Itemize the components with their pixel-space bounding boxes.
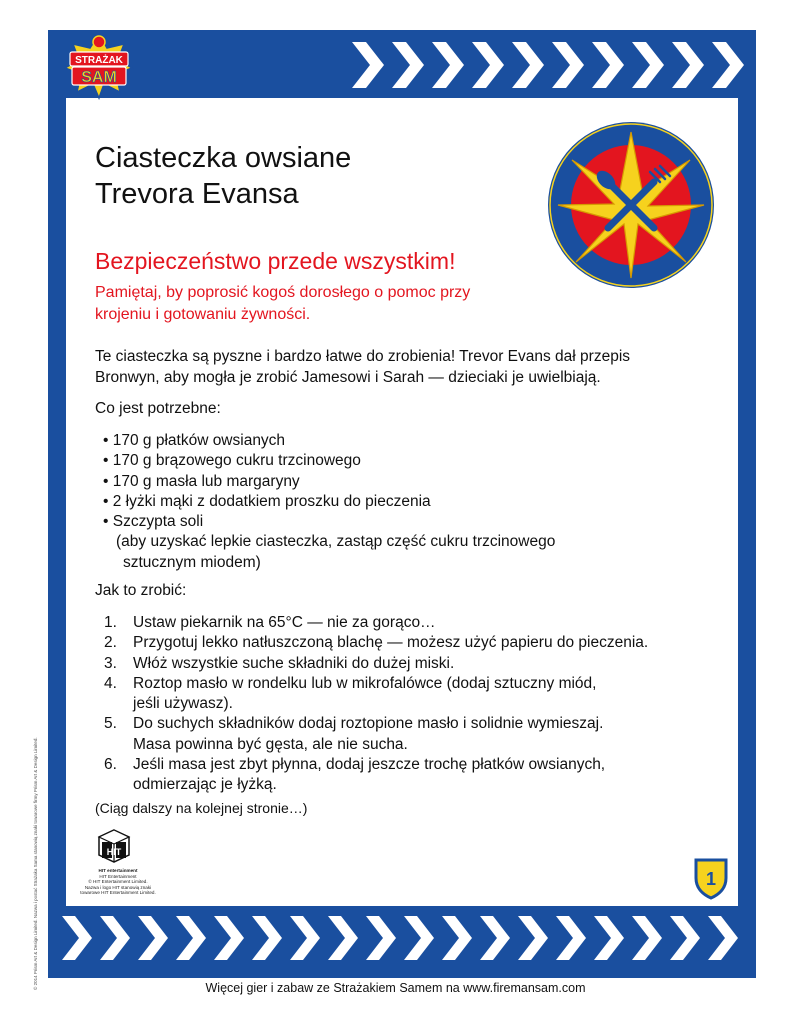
hit-logo (96, 828, 132, 864)
list-item (104, 654, 648, 674)
list-item (104, 613, 648, 633)
safety-heading: Bezpieczeństwo przede wszystkim! (95, 248, 456, 274)
ingredients-note-line-2: sztucznym miodem) (123, 553, 261, 571)
step-number: 4. (104, 674, 117, 692)
intro-line-1: Te ciasteczka są pyszne i bardzo łatwe do zrobienia! Trevor Evans dał przepis (95, 348, 631, 365)
chevron-stripe-top (352, 42, 747, 88)
hit-line: towarowe HIT Entertainment Limited. (80, 890, 156, 896)
knife-fork-emblem-icon (546, 120, 716, 290)
list-item: • 170 g płatków owsianych (103, 432, 286, 449)
hit-line: HIT Entertainment (99, 873, 137, 879)
step-text: Przygotuj lekko natłuszczoną blachę — możesz użyć papieru do pieczenia. (133, 634, 649, 652)
intro-line-2: Bronwyn, aby mogła je zrobić Jamesowi i Sarah — dzieciaki je uwielbiają. (95, 369, 601, 386)
step-number: 2. (104, 634, 117, 652)
hit-line: Nazwa i logo HIT stanowią znaki (84, 884, 152, 890)
list-item: • Szczypta soli (103, 513, 204, 531)
step-text: Ustaw piekarnik na 65°C — nie za gorąco… (133, 614, 436, 631)
page-title (95, 140, 351, 212)
page-number: 1 (705, 869, 717, 889)
step-number: 1. (104, 614, 117, 631)
hit-copyright (80, 868, 156, 896)
step-text-continued: jeśli używasz). (133, 695, 233, 713)
list-item (104, 755, 648, 796)
copyright-side-note: © 2014 Prism Art & Design Limited. Nazwa i postać Strażaka Sama stanowią znaki towarowe firmy Prism Art & Design Limited. (33, 737, 38, 990)
step-text: Roztop masło w rondelku lub w mikrofalówce (dodaj sztuczny miód, (133, 674, 597, 692)
step-text-continued: Masa powinna być gęsta, ale nie sucha. (133, 735, 408, 753)
list-item (104, 674, 648, 715)
intro-paragraph (95, 346, 630, 388)
fireman-sam-logo (60, 30, 138, 100)
hit-title: HIT entertainment (98, 868, 138, 873)
ingredients-heading: Co jest potrzebne: (95, 400, 221, 417)
steps-list (104, 613, 648, 796)
ingredients-list (103, 431, 555, 573)
step-text: Jeśli masa jest zbyt płynna, dodaj jeszcze trochę płatków owsianych, (133, 756, 606, 774)
step-number: 6. (104, 756, 117, 774)
chevron-stripe-bottom (62, 916, 742, 960)
ingredients-note-line-1: (aby uzyskać lepkie ciasteczka, zastąp część cukru trzcinowego (116, 533, 556, 551)
list-item (104, 714, 648, 755)
step-text: Do suchych składników dodaj roztopione masło i solidnie wymieszaj. (133, 715, 604, 733)
continued-note: (Ciąg dalszy na kolejnej stronie…) (95, 800, 308, 816)
footer-text: Więcej gier i zabaw ze Strażakiem Samem na www.firemansam.com (205, 981, 586, 995)
list-item: • 170 g brązowego cukru trzcinowego (103, 452, 361, 470)
steps-heading: Jak to zrobić: (95, 582, 187, 599)
list-item: • 2 łyżki mąki z dodatkiem proszku do pieczenia (103, 492, 431, 510)
logo-line1: STRAŻAK (75, 55, 123, 66)
safety-text (95, 282, 470, 326)
step-number: 3. (104, 654, 117, 672)
hit-line: © HIT Entertainment Limited. (88, 879, 148, 885)
step-number: 5. (104, 715, 117, 733)
title-line-2: Trevora Evansa (95, 178, 299, 210)
title-line-1: Ciasteczka owsiane (95, 142, 352, 174)
safety-line-2: krojeniu i gotowaniu żywności. (95, 306, 311, 323)
step-text: Włóż wszystkie suche składniki do dużej miski. (133, 654, 455, 672)
safety-line-1: Pamiętaj, by poprosić kogoś dorosłego o pomoc przy (95, 284, 471, 301)
logo-line2: SAM (81, 69, 117, 86)
step-text-continued: odmierzając je łyżką. (133, 776, 277, 794)
list-item (104, 633, 648, 653)
hit-logo-text: HIT (106, 847, 122, 857)
list-item: • 170 g masła lub margaryny (103, 472, 300, 490)
page-number-badge (692, 856, 730, 900)
